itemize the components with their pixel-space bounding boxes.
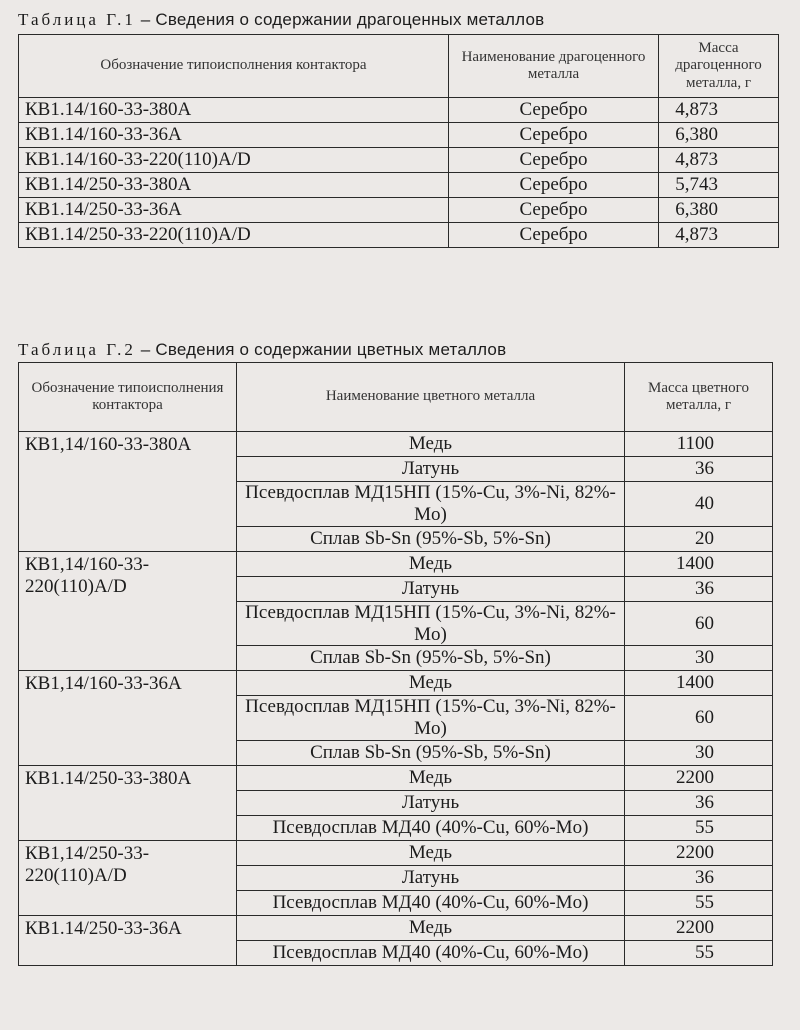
metal-cell: Латунь bbox=[237, 866, 625, 891]
mass-cell: 36 bbox=[625, 457, 773, 482]
nonferrous-metals-table bbox=[18, 362, 773, 966]
header-model: Обозначение типоисполнения контактора bbox=[19, 363, 237, 432]
mass-cell: 4,873 bbox=[659, 148, 779, 173]
metal-cell: Медь bbox=[237, 841, 625, 866]
mass-cell: 55 bbox=[625, 891, 773, 916]
model-cell: КВ1.14/160-33-380А bbox=[19, 98, 449, 123]
mass-cell: 40 bbox=[625, 482, 773, 527]
mass-cell: 2200 bbox=[625, 916, 773, 941]
table-row bbox=[19, 551, 773, 576]
mass-cell: 30 bbox=[625, 646, 773, 671]
metal-cell: Медь bbox=[237, 551, 625, 576]
mass-cell: 5,743 bbox=[659, 173, 779, 198]
metal-cell: Псевдосплав МД15НП (15%-Cu, 3%-Ni, 82%-Mo) bbox=[237, 601, 625, 646]
metal-cell: Серебро bbox=[449, 148, 659, 173]
model-cell: КВ1,14/160-33-220(110)А/D bbox=[19, 551, 237, 671]
metal-cell: Латунь bbox=[237, 457, 625, 482]
mass-cell: 60 bbox=[625, 601, 773, 646]
metal-cell: Латунь bbox=[237, 576, 625, 601]
table1-caption-title: – Сведения о содержании драгоценных металлов bbox=[135, 10, 545, 29]
table-row bbox=[19, 671, 773, 696]
metal-cell: Серебро bbox=[449, 198, 659, 223]
model-cell: КВ1.14/160-33-220(110)А/D bbox=[19, 148, 449, 173]
header-model: Обозначение типоисполнения контактора bbox=[19, 35, 449, 98]
metal-cell: Медь bbox=[237, 432, 625, 457]
table-row bbox=[19, 148, 779, 173]
header-metal: Наименование цветного металла bbox=[237, 363, 625, 432]
mass-cell: 1100 bbox=[625, 432, 773, 457]
mass-cell: 36 bbox=[625, 576, 773, 601]
precious-metals-table bbox=[18, 34, 779, 248]
table2-caption-prefix: Таблица Г.2 bbox=[18, 340, 136, 359]
model-cell: КВ1.14/250-33-380А bbox=[19, 766, 237, 841]
metal-cell: Серебро bbox=[449, 98, 659, 123]
mass-cell: 36 bbox=[625, 866, 773, 891]
table-row bbox=[19, 841, 773, 866]
model-cell: КВ1.14/250-33-36А bbox=[19, 916, 237, 966]
mass-cell: 6,380 bbox=[659, 198, 779, 223]
mass-cell: 30 bbox=[625, 741, 773, 766]
mass-cell: 55 bbox=[625, 816, 773, 841]
mass-cell: 1400 bbox=[625, 671, 773, 696]
mass-cell: 55 bbox=[625, 941, 773, 966]
model-cell: КВ1.14/250-33-220(110)А/D bbox=[19, 223, 449, 248]
mass-cell: 4,873 bbox=[659, 98, 779, 123]
model-cell: КВ1.14/160-33-36А bbox=[19, 123, 449, 148]
table-header-row bbox=[19, 35, 779, 98]
metal-cell: Псевдосплав МД15НП (15%-Cu, 3%-Ni, 82%-Mo) bbox=[237, 482, 625, 527]
table-row bbox=[19, 223, 779, 248]
metal-cell: Латунь bbox=[237, 791, 625, 816]
metal-cell: Сплав Sb-Sn (95%-Sb, 5%-Sn) bbox=[237, 526, 625, 551]
metal-cell: Серебро bbox=[449, 223, 659, 248]
metal-cell: Псевдосплав МД40 (40%-Cu, 60%-Mo) bbox=[237, 816, 625, 841]
metal-cell: Медь bbox=[237, 766, 625, 791]
table-row bbox=[19, 123, 779, 148]
header-metal: Наименование драгоценного металла bbox=[449, 35, 659, 98]
header-mass: Масса драгоценного металла, г bbox=[659, 35, 779, 98]
metal-cell: Псевдосплав МД40 (40%-Cu, 60%-Mo) bbox=[237, 941, 625, 966]
mass-cell: 2200 bbox=[625, 766, 773, 791]
table-row bbox=[19, 198, 779, 223]
model-cell: КВ1.14/250-33-36А bbox=[19, 198, 449, 223]
table-row bbox=[19, 98, 779, 123]
metal-cell: Медь bbox=[237, 916, 625, 941]
mass-cell: 2200 bbox=[625, 841, 773, 866]
table-row bbox=[19, 173, 779, 198]
metal-cell: Медь bbox=[237, 671, 625, 696]
table-row bbox=[19, 432, 773, 457]
mass-cell: 60 bbox=[625, 696, 773, 741]
table1-caption bbox=[18, 10, 544, 30]
model-cell: КВ1,14/160-33-380А bbox=[19, 432, 237, 552]
mass-cell: 1400 bbox=[625, 551, 773, 576]
mass-cell: 20 bbox=[625, 526, 773, 551]
model-cell: КВ1.14/250-33-380А bbox=[19, 173, 449, 198]
table2-caption bbox=[18, 340, 506, 360]
model-cell: КВ1,14/160-33-36А bbox=[19, 671, 237, 766]
table1-caption-prefix: Таблица Г.1 bbox=[18, 10, 136, 29]
mass-cell: 36 bbox=[625, 791, 773, 816]
precious-metals-body bbox=[19, 98, 779, 248]
table-row bbox=[19, 916, 773, 941]
table-row bbox=[19, 766, 773, 791]
metal-cell: Серебро bbox=[449, 123, 659, 148]
mass-cell: 4,873 bbox=[659, 223, 779, 248]
metal-cell: Сплав Sb-Sn (95%-Sb, 5%-Sn) bbox=[237, 646, 625, 671]
table-header-row bbox=[19, 363, 773, 432]
table2-caption-title: – Сведения о содержании цветных металлов bbox=[135, 340, 507, 359]
model-cell: КВ1,14/250-33-220(110)А/D bbox=[19, 841, 237, 916]
metal-cell: Сплав Sb-Sn (95%-Sb, 5%-Sn) bbox=[237, 741, 625, 766]
metal-cell: Серебро bbox=[449, 173, 659, 198]
header-mass: Масса цветного металла, г bbox=[625, 363, 773, 432]
nonferrous-metals-body bbox=[19, 432, 773, 966]
metal-cell: Псевдосплав МД40 (40%-Cu, 60%-Mo) bbox=[237, 891, 625, 916]
metal-cell: Псевдосплав МД15НП (15%-Cu, 3%-Ni, 82%-Mo) bbox=[237, 696, 625, 741]
mass-cell: 6,380 bbox=[659, 123, 779, 148]
